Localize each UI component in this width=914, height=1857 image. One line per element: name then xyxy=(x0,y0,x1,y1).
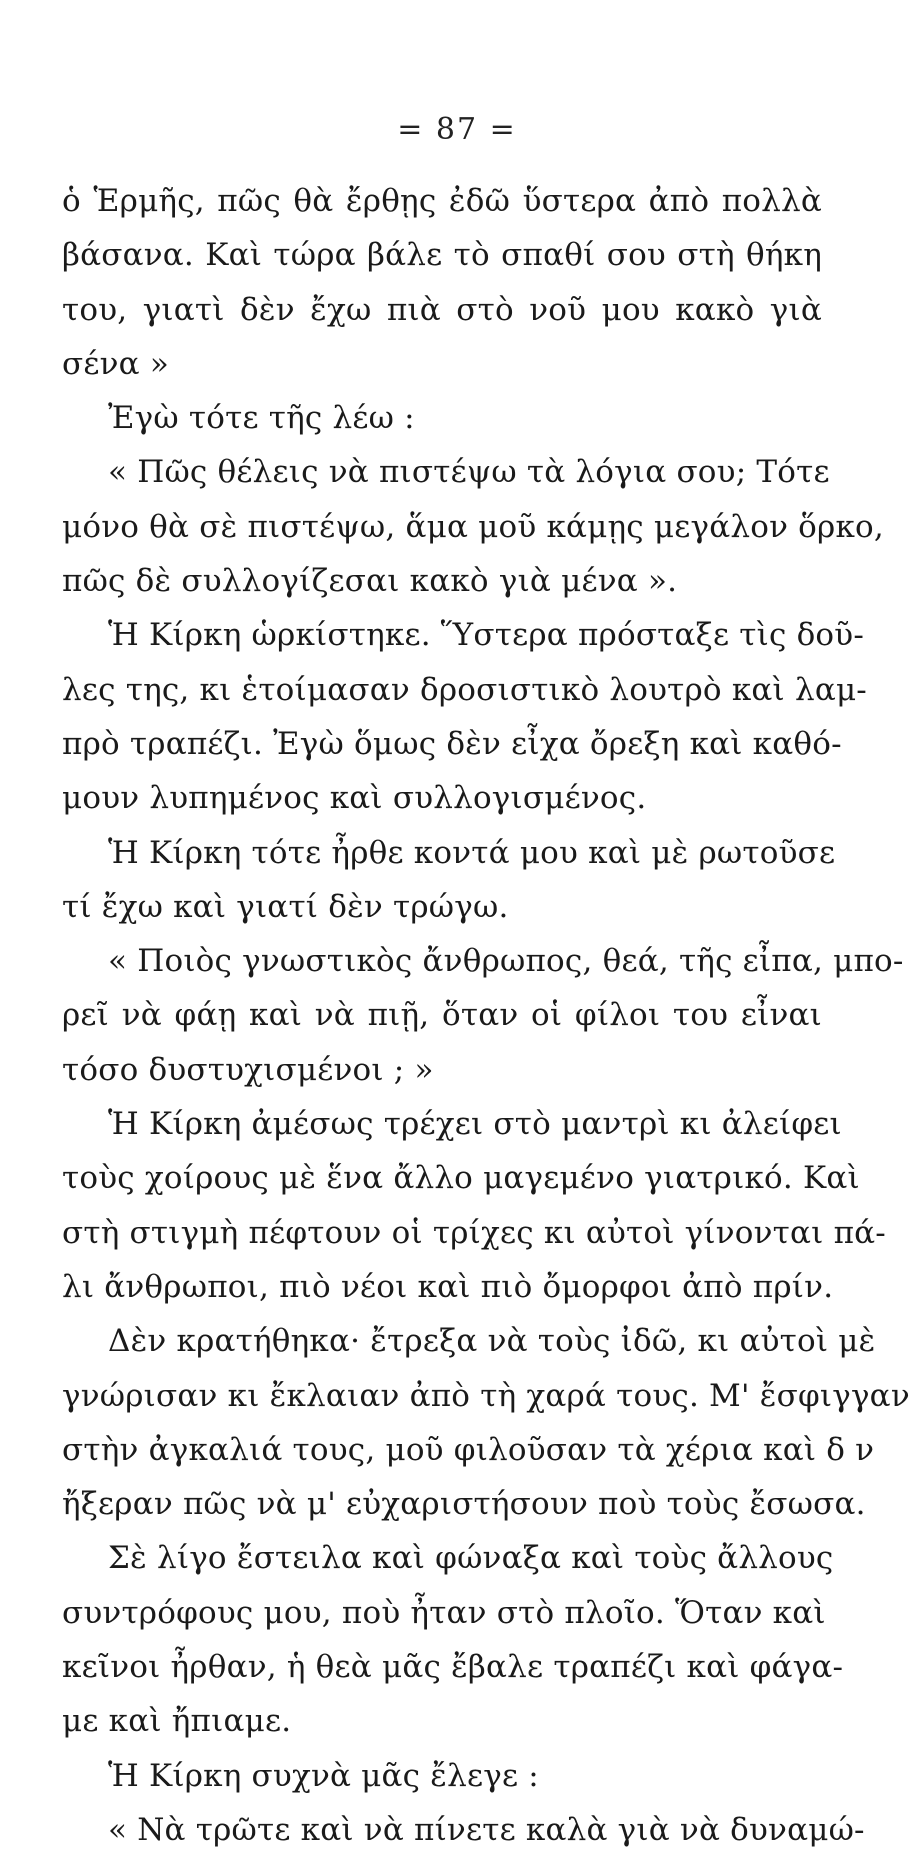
text-line: του, γιατὶ δὲν ἔχω πιὰ στὸ νοῦ μου κακὸ γιὰ xyxy=(62,291,822,328)
text-line: Ἡ Κίρκη συχνὰ μᾶς ἔλεγε : xyxy=(108,1757,539,1794)
text-line: βάσανα. Καὶ τώρα βάλε τὸ σπαθί σου στὴ θήκη xyxy=(62,237,822,274)
text-line: « Νὰ τρῶτε καὶ νὰ πίνετε καλὰ γιὰ νὰ δυναμώ- xyxy=(108,1811,865,1848)
text-line: Δὲν κρατήθηκα· ἔτρεξα νὰ τοὺς ἰδῶ, κι αὐτοὶ μὲ xyxy=(108,1323,876,1360)
text-line: τόσο δυστυχισμένοι ; » xyxy=(62,1051,434,1088)
text-line: Ἡ Κίρκη ὡρκίστηκε. Ὕστερα πρόσταξε τὶς δοῦ- xyxy=(108,617,865,654)
body-text xyxy=(62,174,910,1857)
text-line: γνώρισαν κι ἔκλαιαν ἀπὸ τὴ χαρά τους. Μ' ἔσφιγγαν xyxy=(62,1377,910,1414)
text-line: μόνο θὰ σὲ πιστέψω, ἅμα μοῦ κάμῃς μεγάλον ὅρκο, xyxy=(62,508,884,545)
text-line: πῶς δὲ συλλογίζεσαι κακὸ γιὰ μένα ». xyxy=(62,563,678,600)
text-line: τί ἔχω καὶ γιατί δὲν τρώγω. xyxy=(62,888,509,925)
text-line: στὴν ἀγκαλιά τους, μοῦ φιλοῦσαν τὰ χέρια καὶ δ ν xyxy=(62,1431,875,1468)
text-line: ρεῖ νὰ φάῃ καὶ νὰ πιῇ, ὅταν οἱ φίλοι του εἶναι xyxy=(62,997,822,1034)
text-line: ἤξεραν πῶς νὰ μ' εὐχαριστήσουν ποὺ τοὺς ἔσωσα. xyxy=(62,1486,866,1523)
text-line: « Πῶς θέλεις νὰ πιστέψω τὰ λόγια σου; Τότε xyxy=(108,454,830,491)
text-line: τοὺς χοίρους μὲ ἕνα ἄλλο μαγεμένο γιατρικό. Καὶ xyxy=(62,1160,860,1197)
text-line: λι ἄνθρωποι, πιὸ νέοι καὶ πιὸ ὄμορφοι ἀπὸ πρίν. xyxy=(62,1268,834,1305)
text-line: Ἡ Κίρκη τότε ἦρθε κοντά μου καὶ μὲ ρωτοῦσε xyxy=(108,834,836,871)
text-line: σένα » xyxy=(62,345,170,382)
text-line: πρὸ τραπέζι. Ἐγὼ ὅμως δὲν εἶχα ὄρεξη καὶ καθό- xyxy=(62,725,842,762)
text-line: κεῖνοι ἦρθαν, ἡ θεὰ μᾶς ἔβαλε τραπέζι καὶ φάγα- xyxy=(62,1649,844,1686)
text-line: Ἡ Κίρκη ἀμέσως τρέχει στὸ μαντρὶ κι ἀλείφει xyxy=(108,1106,842,1143)
text-line: με καὶ ἤπιαμε. xyxy=(62,1703,292,1740)
text-line: μουν λυπημένος καὶ συλλογισμένος. xyxy=(62,780,647,817)
text-line: « Ποιὸς γνωστικὸς ἄνθρωπος, θεά, τῆς εἶπα, μπο- xyxy=(108,943,904,980)
text-line: λες της, κι ἑτοίμασαν δροσιστικὸ λουτρὸ καὶ λαμ- xyxy=(62,671,867,708)
text-line: στὴ στιγμὴ πέφτουν οἱ τρίχες κι αὐτοὶ γίνονται πά- xyxy=(62,1214,886,1251)
page-number: = 87 = xyxy=(397,112,517,147)
text-line: ὁ Ἑρμῆς, πῶς θὰ ἔρθῃς ἐδῶ ὕστερα ἀπὸ πολλὰ xyxy=(62,183,822,219)
text-line: Σὲ λίγο ἔστειλα καὶ φώναξα καὶ τοὺς ἄλλους xyxy=(108,1540,834,1577)
text-line: Ἐγὼ τότε τῆς λέω : xyxy=(108,400,415,437)
text-line: συντρόφους μου, ποὺ ἦταν στὸ πλοῖο. Ὅταν καὶ xyxy=(62,1594,826,1631)
